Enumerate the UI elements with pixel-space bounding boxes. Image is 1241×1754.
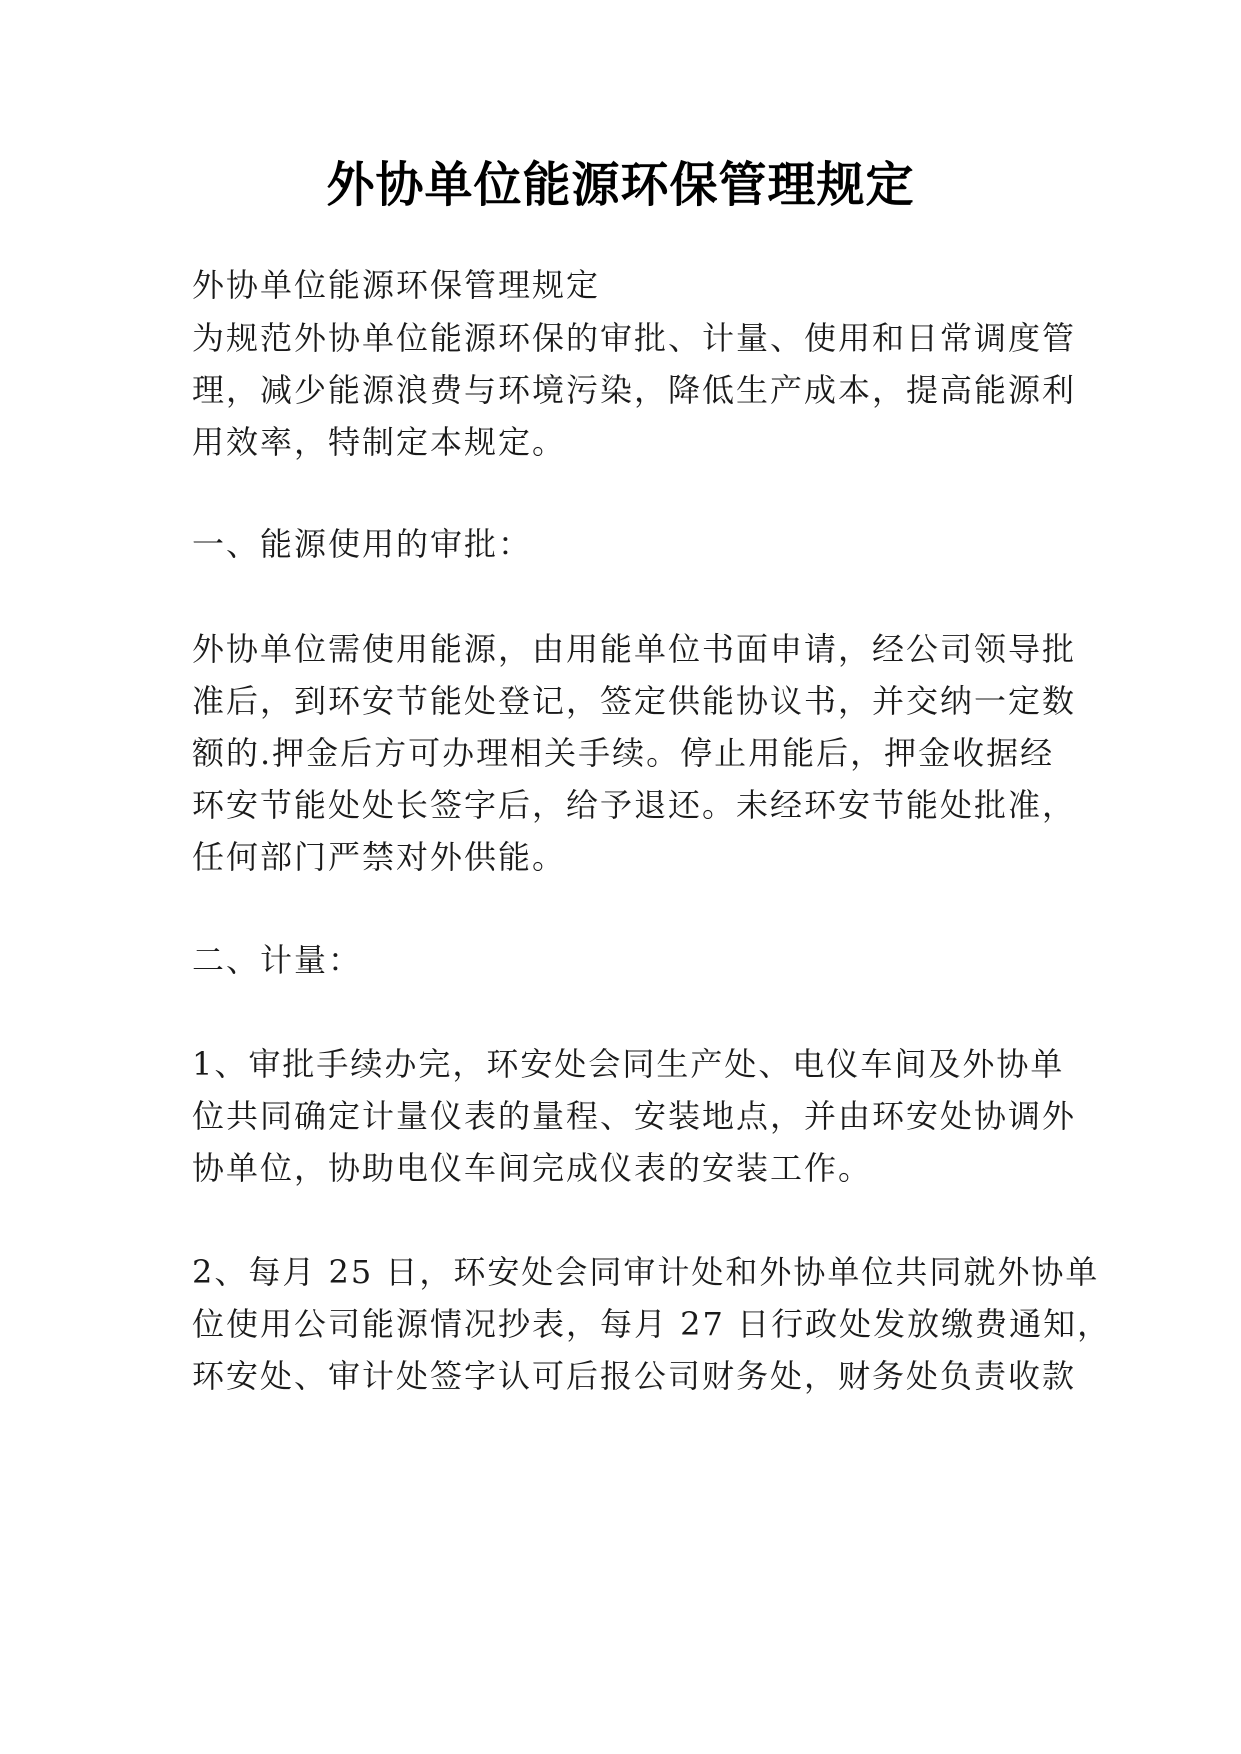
section1-line-1: 外协单位需使用能源，由用能单位书面申请，经公司领导批 [192,630,1077,668]
section1-line-5: 任何部门严禁对外供能。 [192,838,567,876]
intro-line-3: 用效率，特制定本规定。 [192,423,567,461]
section2-item2-line-1: 2、每月 25 日，环安处会同审计处和外协单位共同就外协单 [192,1253,1100,1291]
document-title: 外协单位能源环保管理规定 [326,157,915,213]
section1-heading: 一、能源使用的审批： [192,525,533,563]
intro-line-2: 理，减少能源浪费与环境污染，降低生产成本，提高能源利 [192,371,1077,409]
document-subtitle: 外协单位能源环保管理规定 [192,266,601,304]
section2-item1-line-1: 1、审批手续办完，环安处会同生产处、电仪车间及外协单 [192,1045,1065,1083]
intro-line-1: 为规范外协单位能源环保的审批、计量、使用和日常调度管 [192,319,1077,357]
section2-item1-line-3: 协单位，协助电仪车间完成仪表的安装工作。 [192,1149,873,1187]
section2-item1-line-2: 位共同确定计量仪表的量程、安装地点，并由环安处协调外 [192,1097,1077,1135]
section2-item2-line-3: 环安处、审计处签字认可后报公司财务处，财务处负责收款 [192,1357,1077,1395]
section1-line-2: 准后，到环安节能处登记，签定供能协议书，并交纳一定数 [192,682,1077,720]
section1-line-4: 环安节能处处长签字后，给予退还。未经环安节能处批准， [192,786,1077,824]
section2-item2-line-2: 位使用公司能源情况抄表，每月 27 日行政处发放缴费通知， [192,1305,1112,1343]
section2-heading: 二、计量： [192,941,363,979]
section1-line-3: 额的.押金后方可办理相关手续。停止用能后，押金收据经 [192,734,1055,772]
